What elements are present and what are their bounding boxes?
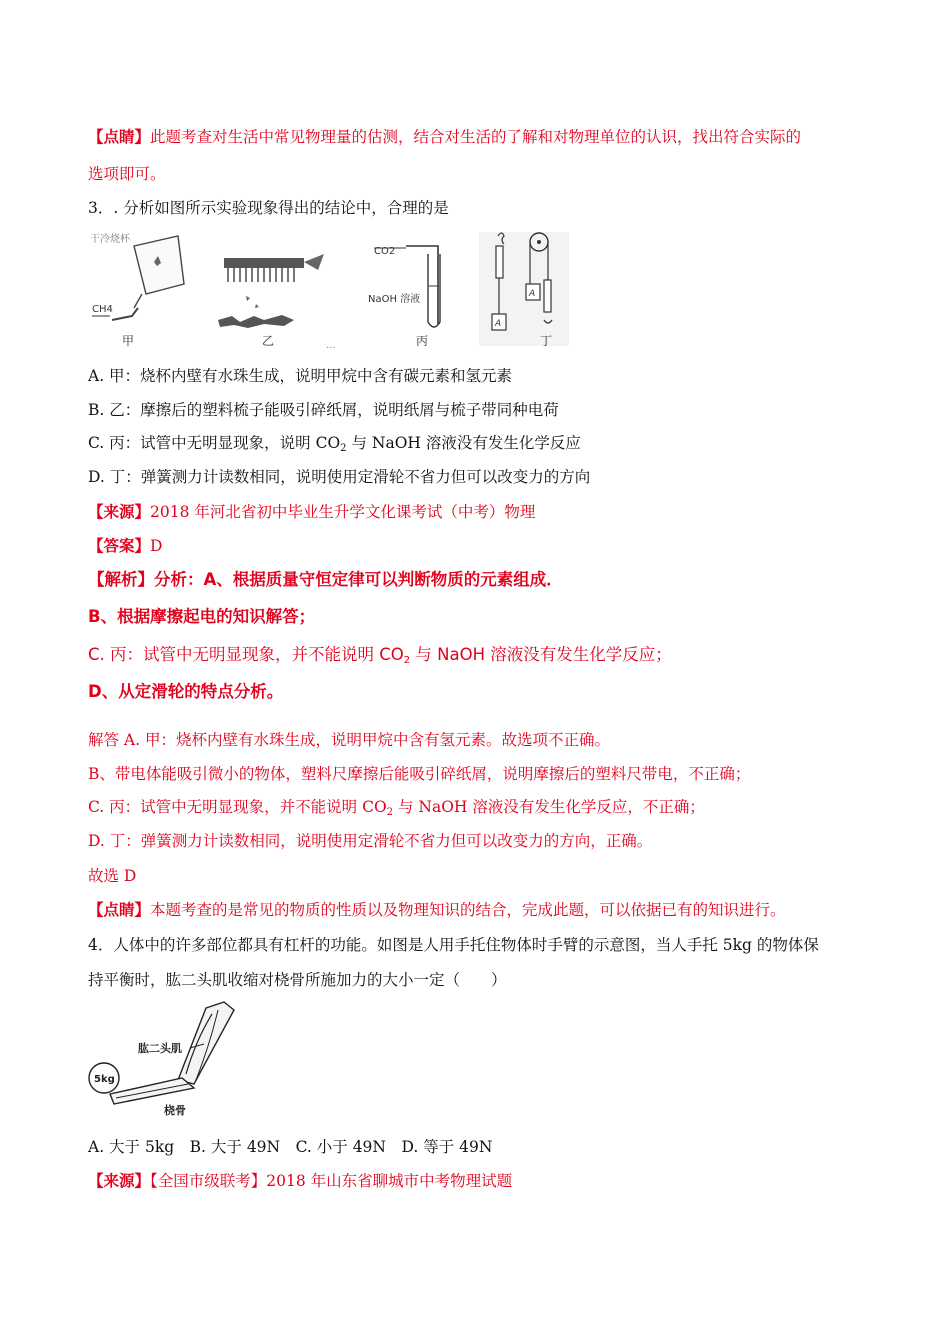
- option-b: B. 乙：摩擦后的塑料梳子能吸引碎纸屑，说明纸屑与梳子带同种电荷: [88, 401, 559, 419]
- analysis-tag: 【解析】: [88, 570, 154, 589]
- q3-remark: [88, 900, 786, 920]
- solution-line5: 故选 D: [88, 867, 137, 885]
- analysis-line1: 【解析】分析：A、根据质量守恒定律可以判断物质的元素组成．: [88, 570, 563, 589]
- co2-label: CO2: [374, 246, 396, 257]
- q2-remark-line2: 选项即可。: [88, 165, 166, 183]
- svg-text:A: A: [495, 319, 502, 329]
- question-3-stem: 3．. 分析如图所示实验现象得出的结论中，合理的是: [88, 199, 449, 217]
- label-bing: 丙: [416, 334, 429, 348]
- comb-icon: [224, 258, 304, 268]
- analysis-line4: D、从定滑轮的特点分析。: [88, 682, 284, 701]
- spring-scale-right-icon: [544, 280, 551, 312]
- delivery-tube-icon: [406, 246, 438, 324]
- beaker-label: 干冷烧杯: [90, 234, 130, 245]
- label-ding: 丁: [540, 334, 553, 348]
- paper-scraps-icon: [218, 315, 294, 328]
- remark-text: 此题考查对生活中常见物理量的估测，结合对生活的了解和对物理单位的认识，找出符合实际的: [150, 128, 802, 146]
- source-tag: 【来源】: [88, 1171, 151, 1190]
- source-text: 【全国市级联考】2018 年山东省聊城市中考物理试题: [150, 1172, 513, 1190]
- q3-source: [88, 502, 535, 522]
- solution-line4: D. 丁：弹簧测力计读数相同，说明使用定滑轮不省力但可以改变力的方向，正确。: [88, 832, 653, 850]
- answer-text: D: [150, 537, 163, 555]
- analysis-line2: B、根据摩擦起电的知识解答；: [88, 607, 316, 626]
- figure-dots: ...: [326, 340, 336, 351]
- biceps-label: 肱二头肌: [138, 1042, 182, 1055]
- answer-tag: 【答案】: [88, 536, 151, 555]
- figure-jia: [90, 232, 184, 348]
- q3-answer: [88, 536, 162, 556]
- remark-tag: 【点睛】: [88, 900, 151, 919]
- figure-bing: [368, 246, 440, 348]
- q4-source: [88, 1171, 512, 1191]
- option-c: C. 丙：试管中无明显现象，说明 $CO_2$ 与 NaOH 溶液没有发生化学反应: [88, 434, 581, 454]
- solution-line1: 解答 A. 甲：烧杯内壁有水珠生成，说明甲烷中含有氢元素。故选项不正确。: [88, 731, 610, 749]
- figure-ding: [479, 232, 569, 348]
- q2-remark-line1: [88, 127, 801, 147]
- question-4-stem-line1: 4．人体中的许多部位都具有杠杆的功能。如图是人用手托住物体时手臂的示意图，当人手托 5kg 的物体保: [88, 936, 819, 954]
- svg-text:A: A: [529, 289, 536, 299]
- beaker-icon: [134, 236, 184, 294]
- source-tag: 【来源】: [88, 502, 151, 521]
- option-a: A. 甲：烧杯内壁有水珠生成，说明甲烷中含有碳元素和氢元素: [88, 367, 513, 385]
- label-jia: 甲: [122, 334, 135, 348]
- solution-line2: B、带电体能吸引微小的物体，塑料尺摩擦后能吸引碎纸屑，说明摩擦后的塑料尺带电，不正确；: [88, 765, 751, 783]
- mass-label: 5kg: [94, 1074, 115, 1085]
- spring-scale-left-icon: [496, 246, 503, 278]
- ch4-label: CH4: [92, 304, 113, 315]
- source-text: 2018 年河北省初中毕业生升学文化课考试（中考）物理: [150, 503, 536, 521]
- label-yi: 乙: [262, 334, 275, 348]
- analysis-line3: C. 丙：试管中无明显现象，并不能说明 $CO_2$ 与 NaOH 溶液没有发生化学反应；: [88, 645, 672, 666]
- remark-tag: 【点睛】: [88, 127, 151, 146]
- experiment-figure: [86, 224, 572, 354]
- gas-tube-icon: [112, 308, 138, 320]
- naoh-label: NaOH 溶液: [368, 294, 421, 305]
- option-d: D. 丁：弹簧测力计读数相同，说明使用定滑轮不省力但可以改变力的方向: [88, 468, 591, 486]
- radius-label: 桡骨: [164, 1104, 186, 1117]
- solution-line3: C. 丙：试管中无明显现象，并不能说明 $CO_2$ 与 NaOH 溶液没有发生化学反应，不正确；: [88, 798, 705, 818]
- arm-lever-figure: [86, 1000, 246, 1120]
- question-4-stem-line2: 持平衡时，肱二头肌收缩对桡骨所施加力的大小一定（ ）: [88, 971, 507, 989]
- remark-text: 本题考查的是常见的物质的性质以及物理知识的结合，完成此题，可以依据已有的知识进行。: [150, 901, 786, 919]
- question-4-options: A. 大于 5kg B. 大于 49N C. 小于 49N D. 等于 49N: [88, 1138, 493, 1156]
- figure-yi: [218, 254, 336, 351]
